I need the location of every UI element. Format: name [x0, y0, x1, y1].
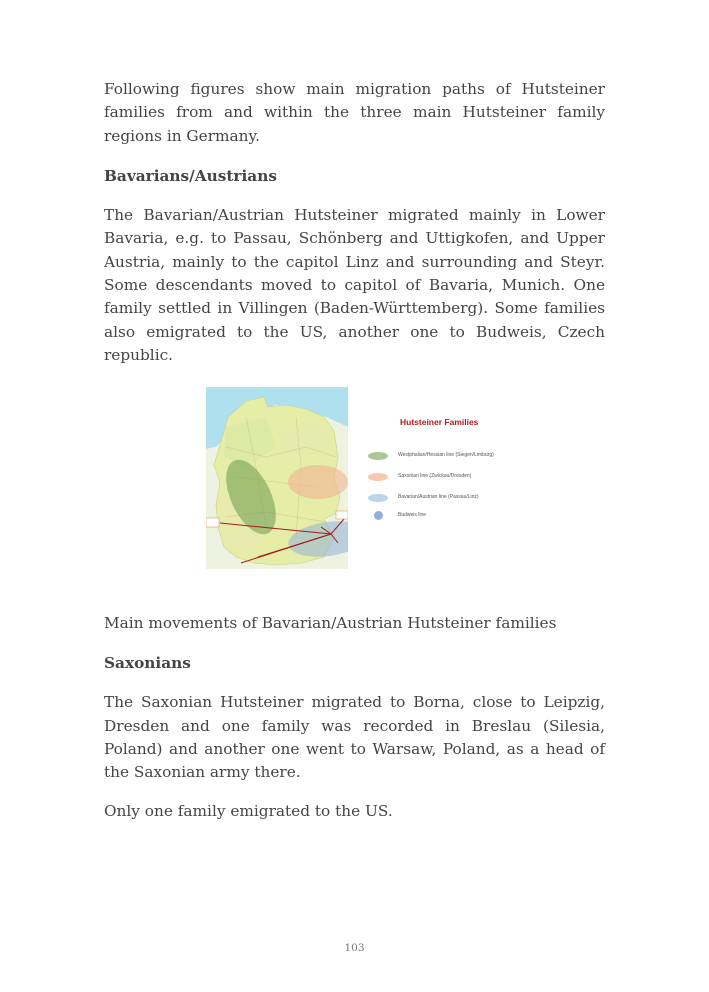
bavarians-paragraph: The Bavarian/Austrian Hutsteiner migrated mainly in Lower Bavaria, e.g. to Passau, Schönberg and Uttigkofen, and Upper Austria, mainly to the capitol Linz and surrounding and Steyr. Some descendants moved to capitol of Bavaria, Munich. One family settled in Villingen (Baden-Württemberg). Some families also emigrated to the US, another one to Budweis, Czech republic.: [104, 206, 605, 364]
intro-paragraph: Following figures show main migration paths of Hutsteiner families from and within the three main Hutsteiner family regions in Germany.: [104, 80, 605, 145]
legend-label: Saxonian line (Zwickau/Dresden): [398, 473, 472, 479]
section-heading-saxonians: Saxonians: [104, 654, 191, 672]
legend-swatch-green: [368, 452, 388, 460]
saxonians-paragraph: The Saxonian Hutsteiner migrated to Borna, close to Leipzig, Dresden and one family was recorded in Breslau (Silesia, Poland) and another one went to Warsaw, Poland, as a head of the Saxonian army there.: [104, 693, 605, 782]
germany-map-image: [206, 387, 348, 569]
legend-swatch-blue-dot: [374, 511, 383, 520]
legend-label: Westphalian/Hessian line (Siegen/Limburg): [398, 452, 494, 458]
page-number: 103: [344, 942, 365, 954]
legend-title: Hutsteiner Families: [400, 417, 479, 427]
migration-figure: [206, 387, 526, 569]
saxonians-note: Only one family emigrated to the US.: [104, 802, 393, 821]
figure-caption-block: [104, 612, 605, 635]
legend-label: Bavarian/Austrian line (Passau/Linz): [398, 494, 479, 500]
page-body: [104, 78, 605, 367]
legend-swatch-lightblue: [368, 494, 388, 502]
figure-caption: Main movements of Bavarian/Austrian Hutsteiner families: [104, 614, 557, 632]
map-legend: [366, 415, 526, 535]
section-heading-bavarians: Bavarians/Austrians: [104, 166, 277, 185]
legend-swatch-orange: [368, 473, 388, 481]
legend-label: Budweis line: [398, 512, 427, 518]
saxonians-section: [104, 652, 605, 824]
